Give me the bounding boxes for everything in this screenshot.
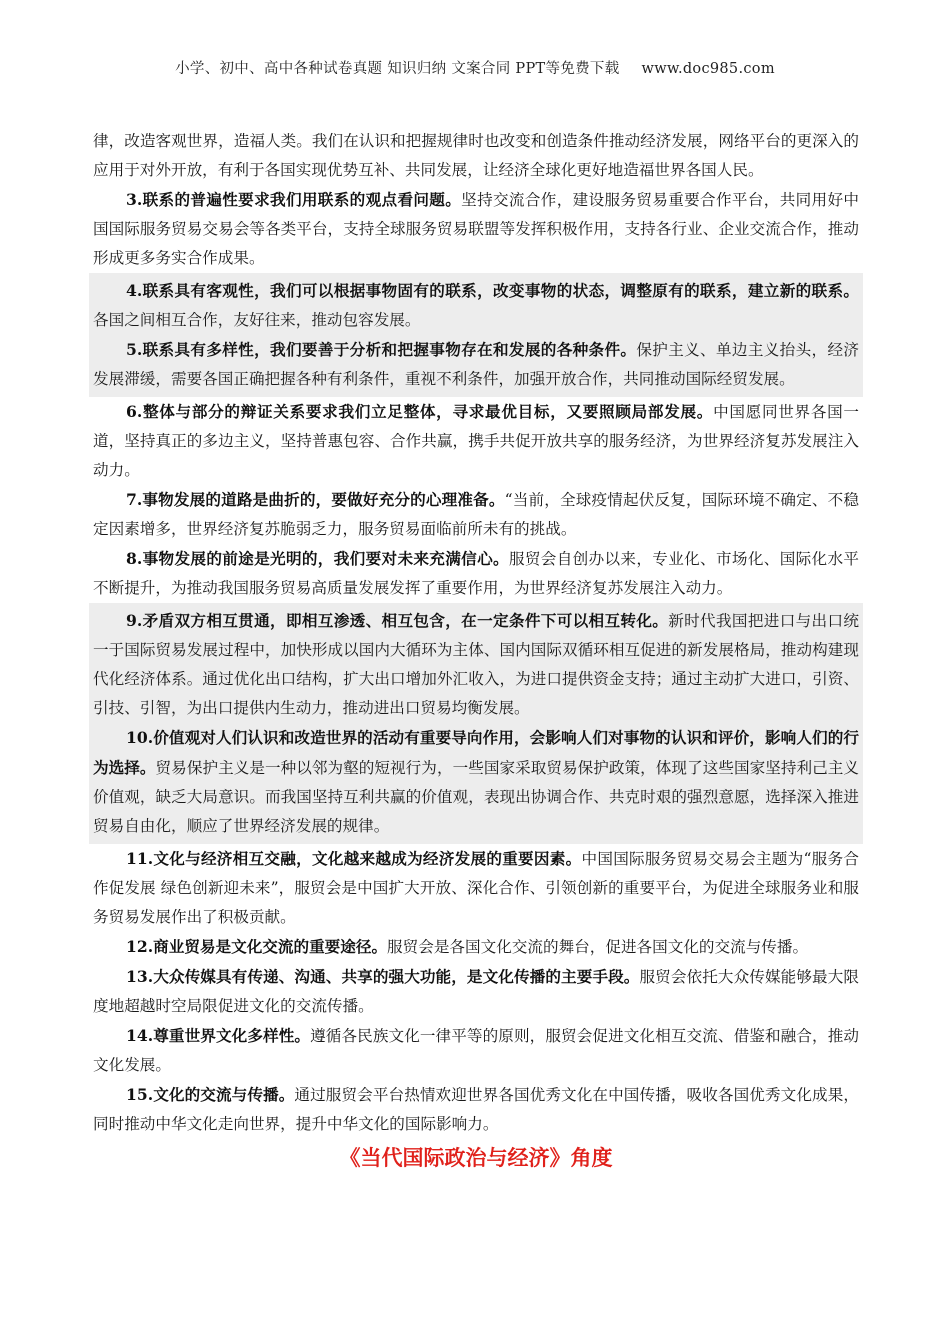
point-8-heading: 8.事物发展的前途是光明的，我们要对未来充满信心。: [126, 549, 509, 568]
point-9: [91, 606, 861, 723]
point-7: [91, 485, 861, 544]
point-4-text: 各国之间相互合作，友好往来，推动包容发展。: [93, 311, 421, 329]
point-3: [91, 185, 861, 273]
header-text: 小学、初中、高中各种试卷真题 知识归纳 文案合同 PPT等免费下载: [175, 61, 620, 77]
point-11-text: 中国国际服务贸易交易会主题为“服务合作促发展 绿色创新迎未来”，服贸会是中国扩大开放、深化合作、引领创新的重要平台，为促进全球服务业和服务贸易发展作出了积极贡献。: [93, 850, 859, 926]
point-10: [91, 723, 861, 841]
point-6: [91, 397, 861, 485]
point-12-text: 服贸会是各国文化交流的舞台，促进各国文化的交流与传播。: [387, 938, 809, 956]
point-3-heading: 3.联系的普遍性要求我们用联系的观点看问题。: [126, 190, 462, 209]
point-11: [91, 844, 861, 932]
point-3-text: 坚持交流合作，建设服务贸易重要合作平台，共同用好中国国际服务贸易交易会等各类平台，支持全球服务贸易联盟等发挥积极作用，支持各行业、企业交流合作，推动形成更多务实合作成果。: [93, 191, 859, 267]
point-10-heading: 10.价值观对人们认识和改造世界的活动有重要导向作用，会影响人们对事物的认识和评价，影响人们的行为选择。: [93, 728, 859, 777]
point-6-text: 中国愿同世界各国一道，坚持真正的多边主义，坚持普惠包容、合作共赢，携手共促开放共享的服务经济，为世界经济复苏发展注入动力。: [93, 403, 859, 479]
point-5-heading: 5.联系具有多样性，我们要善于分析和把握事物存在和发展的各种条件。: [126, 340, 637, 359]
highlight-block-1: [89, 273, 863, 397]
highlight-block-2: [89, 603, 863, 844]
point-11-heading: 11.文化与经济相互交融，文化越来越成为经济发展的重要因素。: [126, 849, 582, 868]
point-8-text: 服贸会自创办以来，专业化、市场化、国际化水平不断提升，为推动我国服务贸易高质量发展发挥了重要作用，为世界经济复苏发展注入动力。: [93, 550, 859, 597]
point-15: [91, 1080, 861, 1139]
point-12: [91, 932, 861, 962]
point-7-text: “当前，全球疫情起伏反复，国际环境不确定、不稳定因素增多，世界经济复苏脆弱乏力，服务贸易面临前所未有的挑战。: [93, 491, 859, 538]
point-15-text: 通过服贸会平台热情欢迎世界各国优秀文化在中国传播，吸收各国优秀文化成果，同时推动中华文化走向世界，提升中华文化的国际影响力。: [93, 1086, 859, 1133]
point-8: [91, 544, 861, 603]
header-url[interactable]: www.doc985.com: [641, 61, 775, 77]
point-5: [91, 335, 861, 394]
point-5-text: 保护主义、单边主义抬头，经济发展滞缓，需要各国正确把握各种有利条件，重视不利条件，加强开放合作，共同推动国际经贸发展。: [93, 341, 859, 388]
section-title: 《当代国际政治与经济》角度: [339, 1145, 613, 1170]
point-10-text: 贸易保护主义是一种以邻为壑的短视行为，一些国家采取贸易保护政策，体现了这些国家坚持利己主义价值观，缺乏大局意识。而我国坚持互利共赢的价值观，表现出协调合作、共克时艰的强烈意愿，选择深入推进贸易自由化，顺应了世界经济发展的规律。: [93, 759, 859, 835]
point-7-heading: 7.事物发展的道路是曲折的，要做好充分的心理准备。: [126, 490, 505, 509]
point-4: [91, 276, 861, 335]
point-14: [91, 1021, 861, 1080]
point-14-text: 遵循各民族文化一律平等的原则，服贸会促进文化相互交流、借鉴和融合，推动文化发展。: [93, 1027, 859, 1074]
point-13-heading: 13.大众传媒具有传递、沟通、共享的强大功能，是文化传播的主要手段。: [126, 967, 640, 986]
point-15-heading: 15.文化的交流与传播。: [126, 1085, 295, 1104]
page-header: [0, 57, 950, 78]
point-9-heading: 9.矛盾双方相互贯通，即相互渗透、相互包含，在一定条件下可以相互转化。: [126, 611, 669, 630]
continuation-paragraph: 律，改造客观世界，造福人类。我们在认识和把握规律时也改变和创造条件推动经济发展，网络平台的更深入的应用于对外开放，有利于各国实现优势互补、共同发展，让经济全球化更好地造福世界各国人民。: [93, 132, 859, 179]
point-13: [91, 962, 861, 1021]
point-12-heading: 12.商业贸易是文化交流的重要途径。: [126, 937, 388, 956]
document-body: [91, 127, 861, 1175]
point-13-text: 服贸会依托大众传媒能够最大限度地超越时空局限促进文化的交流传播。: [93, 968, 859, 1015]
point-6-heading: 6.整体与部分的辩证关系要求我们立足整体，寻求最优目标，又要照顾局部发展。: [126, 402, 714, 421]
point-4-heading: 4.联系具有客观性，我们可以根据事物固有的联系，改变事物的状态，调整原有的联系，建立新的联系。: [126, 281, 859, 300]
point-14-heading: 14.尊重世界文化多样性。: [126, 1026, 311, 1045]
point-9-text: 新时代我国把进口与出口统一于国际贸易发展过程中，加快形成以国内大循环为主体、国内国际双循环相互促进的新发展格局，推动构建现代化经济体系。通过优化出口结构，扩大出口增加外汇收入，为进口提供资金支持；通过主动扩大进口，引资、引技、引智，为出口提供内生动力，推动进出口贸易均衡发展。: [93, 612, 859, 717]
